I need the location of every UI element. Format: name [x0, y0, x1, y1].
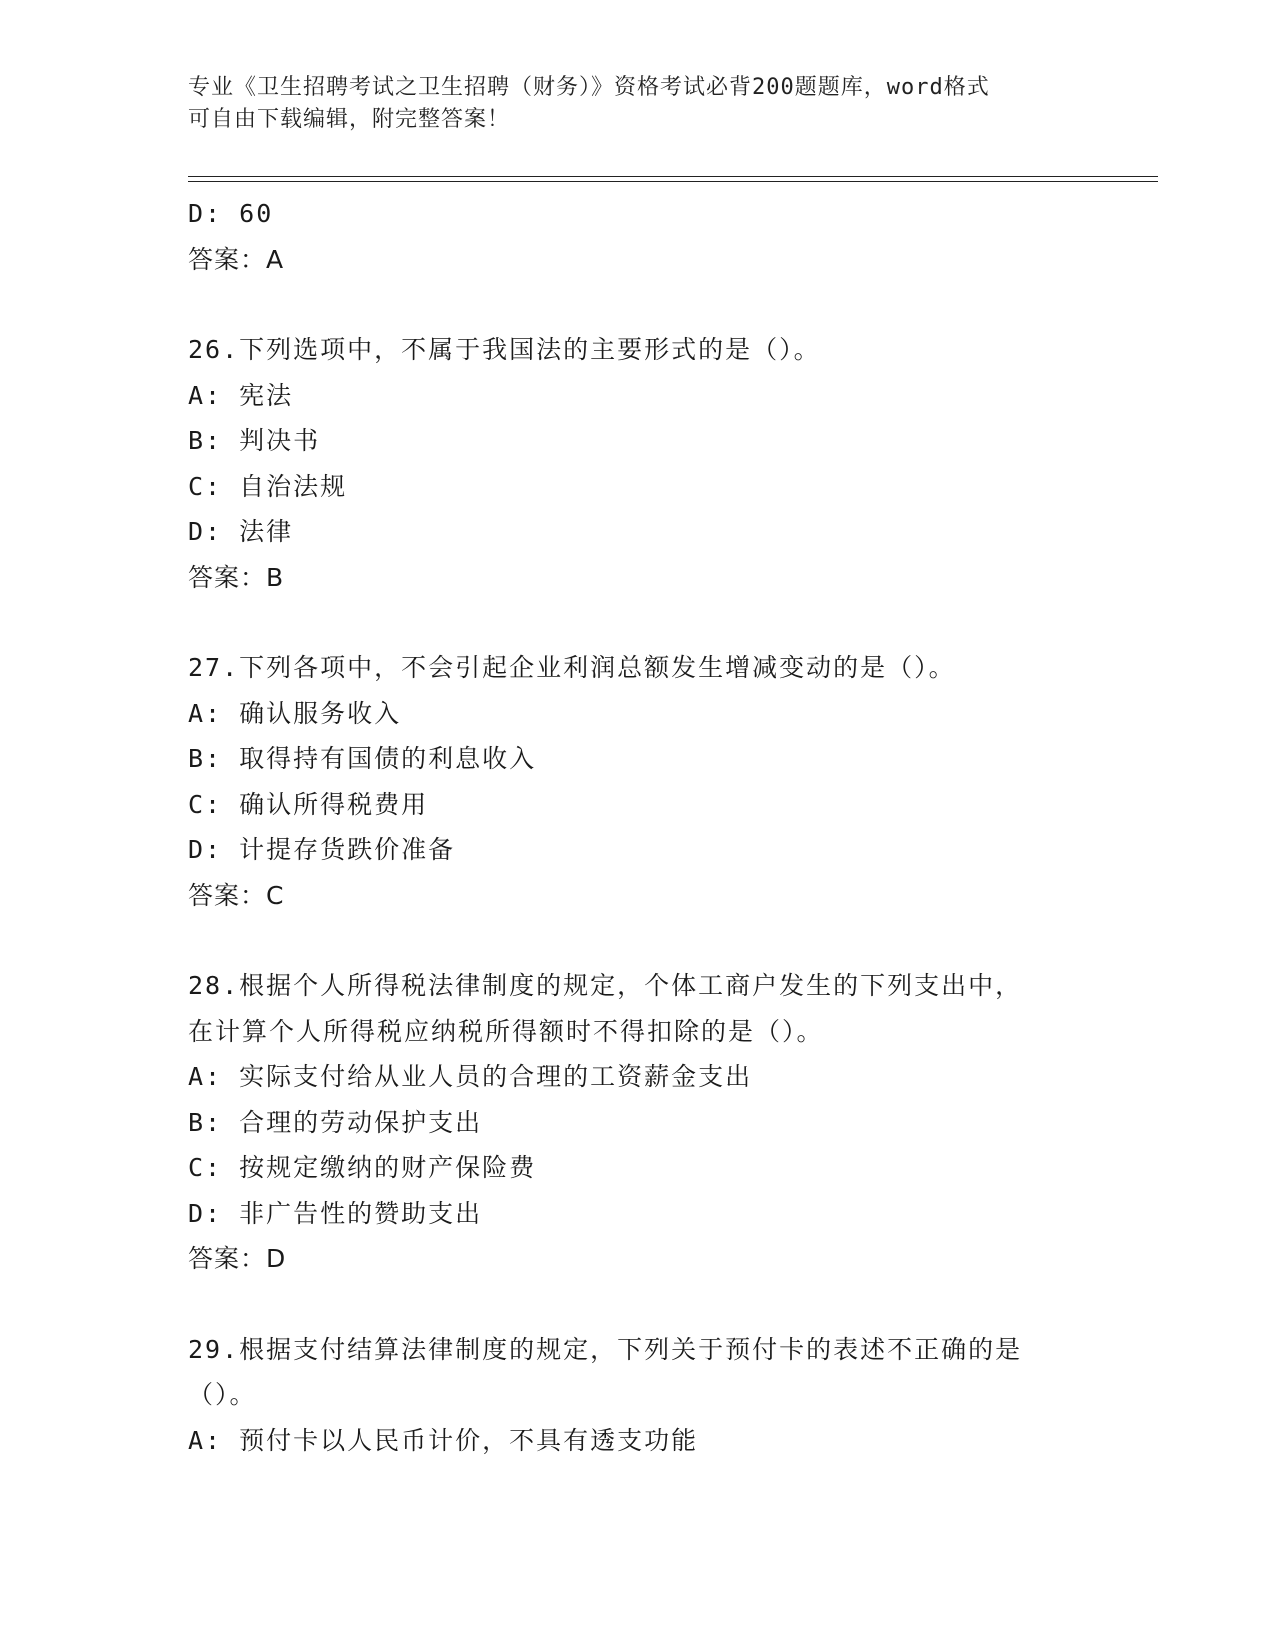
header-title-line-1: 专业《卫生招聘考试之卫生招聘（财务）》资格考试必背200题题库，word格式	[188, 75, 990, 100]
spacer	[188, 282, 1088, 327]
spacer	[188, 1282, 1088, 1327]
answer: 答案：B	[188, 562, 285, 592]
option-d: D: 非广告性的赞助支出	[188, 1198, 483, 1228]
option-b: B: 取得持有国债的利息收入	[188, 744, 537, 773]
prev-question-answer: 答案：A	[188, 244, 285, 274]
question-text-line-2: 在计算个人所得税应纳税所得额时不得扣除的是（）。	[188, 1016, 824, 1046]
document-header	[188, 72, 1088, 136]
option-c: C: 自治法规	[188, 471, 348, 501]
spacer	[188, 600, 1088, 645]
option-d: D: 法律	[188, 517, 294, 546]
header-title-line-2: 可自由下载编辑，附完整答案！	[188, 107, 511, 132]
option-a: A: 实际支付给从业人员的合理的工资薪金支出	[188, 1062, 753, 1091]
option-b: B: 合理的劳动保护支出	[188, 1107, 483, 1137]
question-text: 26.下列选项中，不属于我国法的主要形式的是（）。	[188, 335, 821, 364]
option-a: A: 宪法	[188, 380, 294, 410]
option-b: B: 判决书	[188, 426, 321, 455]
header-divider-top	[188, 176, 1158, 177]
question-29	[188, 1327, 1088, 1464]
question-27	[188, 645, 1088, 918]
option-a: A: 确认服务收入	[188, 698, 402, 728]
question-text-line-1: 28.根据个人所得税法律制度的规定，个体工商户发生的下列支出中，	[188, 971, 1023, 1000]
spacer	[188, 918, 1088, 963]
option-d: D: 计提存货跌价准备	[188, 835, 456, 864]
question-text: 27.下列各项中，不会引起企业利润总额发生增减变动的是（）。	[188, 653, 956, 682]
question-28	[188, 963, 1088, 1282]
question-list	[188, 191, 1088, 1463]
answer: 答案：D	[188, 1244, 287, 1273]
answer: 答案：C	[188, 880, 285, 910]
header-divider-bottom	[188, 181, 1158, 182]
option-c: C: 确认所得税费用	[188, 789, 429, 819]
prev-question-option-d: D: 60	[188, 199, 274, 228]
question-26	[188, 327, 1088, 600]
option-a: A: 预付卡以人民币计价，不具有透支功能	[188, 1425, 699, 1455]
question-text-line-2: （）。	[188, 1380, 257, 1409]
question-text-line-1: 29.根据支付结算法律制度的规定，下列关于预付卡的表述不正确的是	[188, 1334, 1023, 1364]
option-c: C: 按规定缴纳的财产保险费	[188, 1153, 537, 1182]
